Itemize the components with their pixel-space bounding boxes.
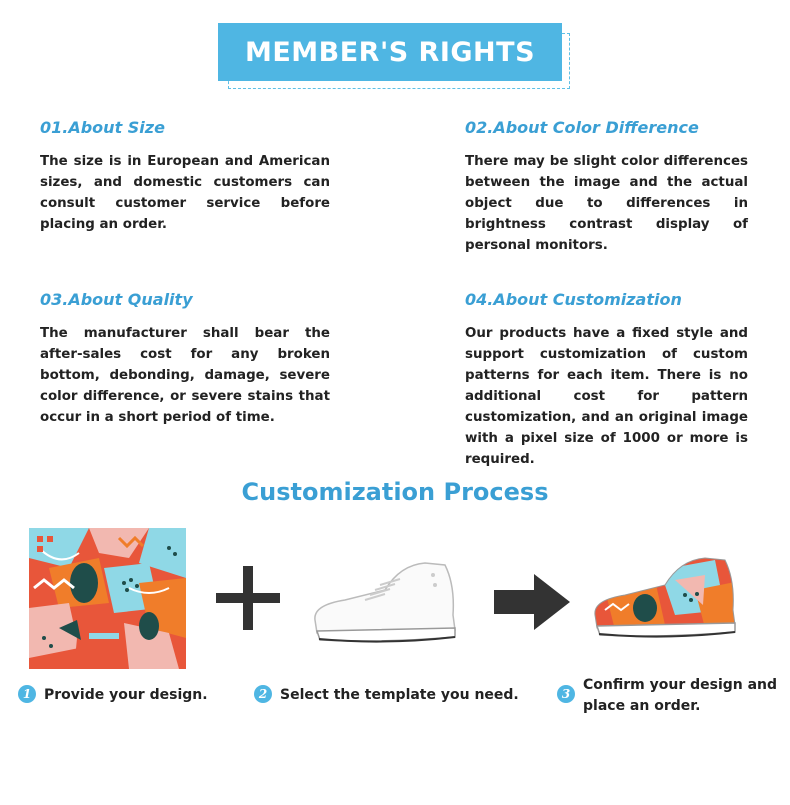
step-number-badge: 2	[254, 685, 272, 703]
section-body: The manufacturer shall bear the after-sales cost for any broken bottom, debonding, damage, severe color difference, or severe stains that occur in a short period of time.	[40, 326, 330, 425]
plus-icon	[216, 566, 280, 630]
banner-box	[218, 23, 562, 81]
process-title: Customization Process	[241, 478, 549, 506]
step-text: Provide your design.	[44, 687, 208, 703]
section-title: 04.About Customization	[465, 290, 682, 309]
custom-shoe-image	[585, 550, 755, 650]
step-select-template	[254, 685, 519, 706]
step-text: Confirm your design and place an order.	[583, 677, 778, 714]
section-body: The size is in European and American sizes, and domestic customers can consult customer service before placing an order.	[40, 154, 330, 232]
design-pattern-image	[29, 528, 186, 669]
members-rights-banner	[218, 23, 572, 91]
step-text: Select the template you need.	[280, 687, 519, 703]
section-about-customization	[465, 290, 748, 470]
white-shoe-template-image	[305, 555, 475, 655]
arrow-right-icon	[494, 574, 570, 630]
step-number-badge: 3	[557, 685, 575, 703]
step-confirm-order	[557, 675, 779, 717]
section-body: There may be slight color differences between the image and the actual object due to differences in brightness contrast display of personal monitors.	[465, 154, 748, 253]
banner-title: MEMBER'S RIGHTS	[244, 36, 536, 68]
step-number-badge: 1	[18, 685, 36, 703]
section-about-size	[40, 118, 330, 235]
section-about-color-difference	[465, 118, 748, 256]
step-provide-design	[18, 685, 208, 706]
section-title: 03.About Quality	[40, 290, 193, 309]
section-title: 02.About Color Difference	[465, 118, 699, 137]
section-title: 01.About Size	[40, 118, 165, 137]
section-about-quality	[40, 290, 330, 428]
section-body: Our products have a fixed style and support customization of custom patterns for each item. There is no additional cost for pattern customization, and an original image with a pixel size of 1000 or more is required.	[465, 326, 748, 467]
